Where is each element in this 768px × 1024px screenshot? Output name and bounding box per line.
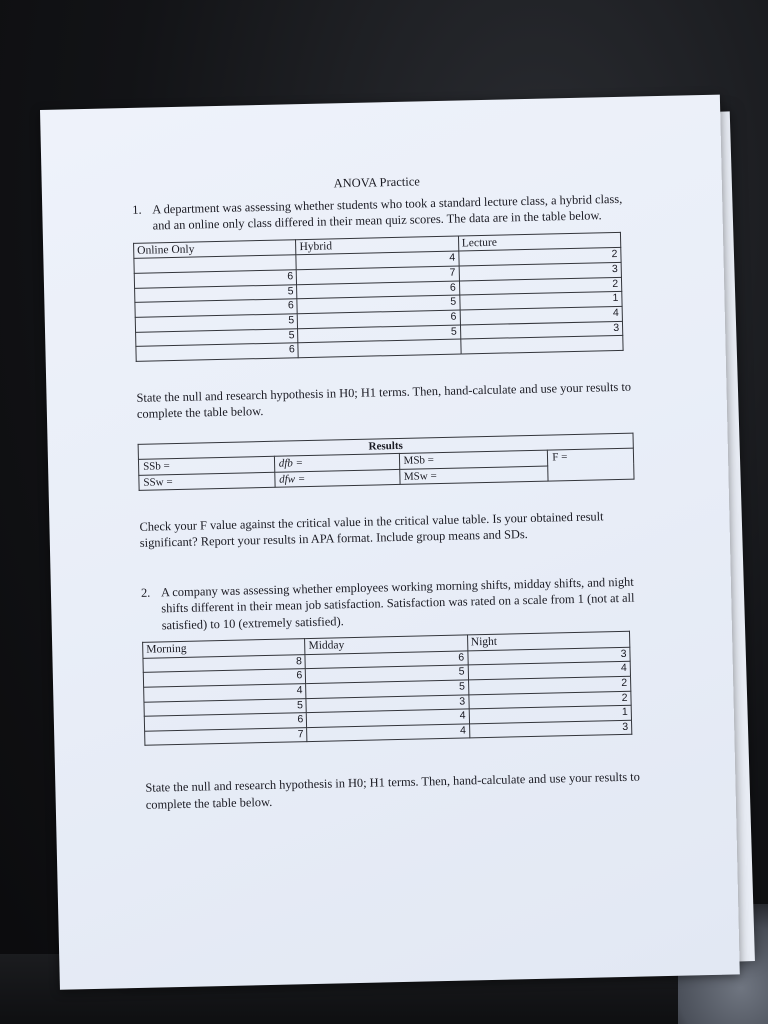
table-cell: 2 <box>459 277 622 295</box>
table-cell: 5 <box>135 284 298 302</box>
table-cell: 5 <box>135 314 298 332</box>
table-cell: 6 <box>135 299 298 317</box>
table-cell: 1 <box>459 292 622 310</box>
question-1-text: A department was assessing whether students who took a standard lecture class, a hybrid class, and an online only class differed in their mean quiz scores. The data are in the table below. <box>152 192 623 233</box>
question-2 <box>141 574 642 634</box>
table-cell: 4 <box>468 662 631 680</box>
question-2-number: 2. <box>140 585 151 601</box>
table-cell: 6 <box>134 270 297 288</box>
table-cell: 3 <box>459 262 622 280</box>
table-cell: 4 <box>296 251 459 269</box>
table-cell: 1 <box>469 705 632 723</box>
question-1-prompt: State the null and research hypothesis in H0; H1 terms. Then, hand-calculate and use your results to complete the table below. <box>136 379 632 421</box>
table-cell <box>460 336 623 354</box>
ssw-cell: SSw = <box>139 472 275 490</box>
header-night: Night <box>467 631 630 651</box>
worksheet-content <box>132 169 646 813</box>
table-cell: 6 <box>136 343 299 361</box>
table-cell: 6 <box>143 669 306 687</box>
table-cell: 2 <box>469 691 632 709</box>
table-cell: 4 <box>460 306 623 324</box>
question-1 <box>132 191 633 235</box>
table-cell: 5 <box>306 665 469 683</box>
table-cell: 5 <box>306 680 469 698</box>
table-cell: 2 <box>468 676 631 694</box>
dfw-cell: dfw = <box>274 469 399 487</box>
results-table <box>138 433 635 491</box>
table-cell: 3 <box>306 694 469 712</box>
results-title: Results <box>138 433 633 460</box>
question-1-number: 1. <box>132 202 142 218</box>
dfb-cell: dfb = <box>274 454 399 472</box>
table-cell: 8 <box>143 654 306 672</box>
table-cell: 6 <box>298 310 461 328</box>
table-cell <box>298 339 461 357</box>
header-lecture: Lecture <box>458 232 621 252</box>
header-midday: Midday <box>305 635 468 655</box>
table-cell: 6 <box>305 651 468 669</box>
table-cell: 6 <box>144 713 307 731</box>
satisfaction-table <box>142 630 632 746</box>
table-cell: 3 <box>468 647 631 665</box>
msb-cell: MSb = <box>399 451 548 470</box>
ssb-cell: SSb = <box>138 457 274 475</box>
msw-cell: MSw = <box>399 466 548 485</box>
table-cell: 2 <box>458 248 621 266</box>
table-cell: 7 <box>297 266 460 284</box>
header-hybrid: Hybrid <box>296 236 459 256</box>
table-cell: 5 <box>298 325 461 343</box>
table-cell: 7 <box>145 727 308 745</box>
table-cell: 5 <box>136 328 299 346</box>
table-cell: 3 <box>469 720 632 738</box>
page-title: ANOVA Practice <box>333 174 420 191</box>
header-morning: Morning <box>143 638 306 658</box>
table-cell: 3 <box>460 321 623 339</box>
question-2-prompt: State the null and research hypothesis in H0; H1 terms. Then, hand-calculate and use your results to complete the table below. <box>145 770 641 812</box>
quiz-scores-table <box>133 231 624 361</box>
table-cell: 4 <box>307 724 470 742</box>
f-cell: F = <box>548 449 634 482</box>
table-cell: 6 <box>297 281 460 299</box>
worksheet-page <box>40 95 740 990</box>
table-cell: 4 <box>307 709 470 727</box>
question-2-text: A company was assessing whether employees working morning shifts, midday shifts, and night shifts different in their mean job satisfaction. Satisfaction was rated on a scale from 1 (not at all satisfied) to 10 (extremely satisfied). <box>160 574 635 632</box>
table-cell: 4 <box>144 684 307 702</box>
question-1-check: Check your F value against the critical value in the critical value table. Is your obtained result significant? Report your results in APA format. Include group means and SDs. <box>139 509 604 551</box>
header-online-only: Online Only <box>134 239 297 259</box>
table-cell: 5 <box>297 295 460 313</box>
table-cell: 5 <box>144 698 307 716</box>
